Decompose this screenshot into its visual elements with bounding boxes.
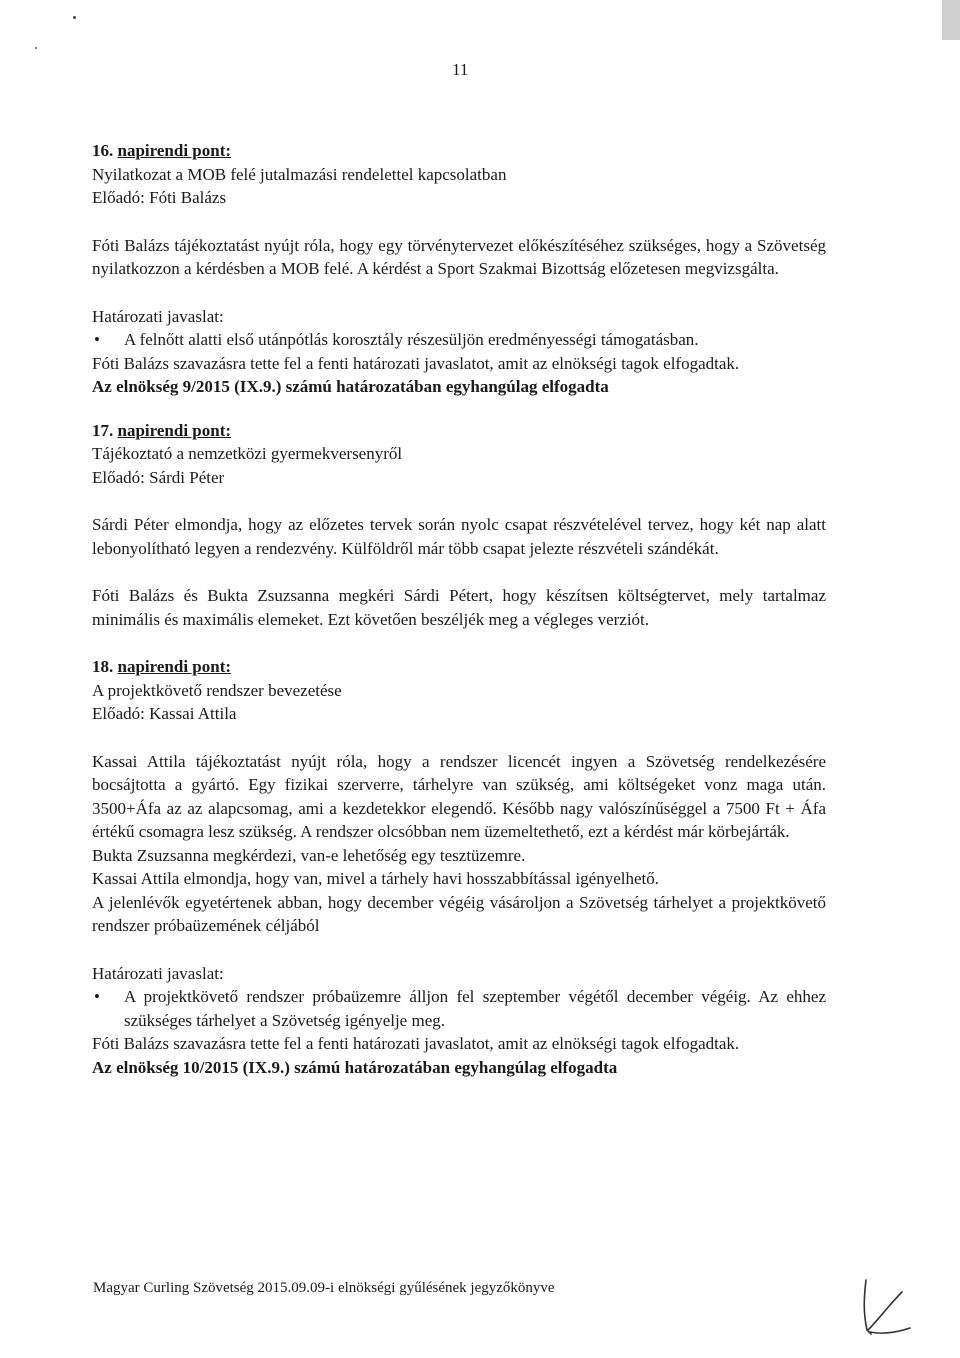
agenda-item-body: Kassai Attila elmondja, hogy van, mivel a tárhely havi hosszabbítással igényelhető. bbox=[92, 869, 660, 888]
bullet-icon: • bbox=[94, 987, 100, 1006]
page-number: 11 bbox=[452, 60, 469, 79]
agenda-item-title: Tájékoztató a nemzetközi gyermekversenyről bbox=[92, 444, 403, 463]
agenda-item-heading: 18. napirendi pont: bbox=[92, 657, 232, 676]
agenda-item-presenter: Előadó: Sárdi Péter bbox=[92, 467, 225, 487]
vote-text: Fóti Balázs szavazásra tette fel a fenti határozati javaslatot, amit az elnökségi tagok elfogadtak. bbox=[92, 353, 740, 373]
resolution-text: Az elnökség 10/2015 (IX.9.) számú határozatában egyhangúlag elfogadta bbox=[92, 1057, 618, 1077]
signature-initial bbox=[858, 1272, 918, 1342]
proposal-bullet: • A projektkövető rendszer próbaüzemre álljon fel szeptember végétől december végéig. Az ehhez szükséges tárhelyet a Szövetség igényelje meg. bbox=[92, 985, 826, 1032]
agenda-item-heading: 16. napirendi pont: bbox=[92, 141, 232, 160]
agenda-item-body: Fóti Balázs és Bukta Zsuzsanna megkéri Sárdi Pétert, hogy készítsen költségtervet, mely tartalmaz minimális és maximális elemeket. Ezt követően beszéljék meg a végleges verziót. bbox=[92, 586, 826, 629]
agenda-item-body: Bukta Zsuzsanna megkérdezi, van-e lehetőség egy tesztüzemre. bbox=[92, 845, 526, 865]
resolution-text: Az elnökség 9/2015 (IX.9.) számú határozatában egyhangúlag elfogadta bbox=[92, 377, 609, 396]
agenda-item-presenter: Előadó: Fóti Balázs bbox=[92, 188, 227, 207]
vote-text: Fóti Balázs szavazásra tette fel a fenti határozati javaslatot, amit az elnökségi tagok elfogadtak. bbox=[92, 1034, 740, 1053]
agenda-item-title: A projektkövető rendszer bevezetése bbox=[92, 680, 342, 700]
agenda-item-body: Sárdi Péter elmondja, hogy az előzetes tervek során nyolc csapat részvételével tervez, hogy két nap alatt lebonyolítható legyen a rendezvény. Külföldről már több csapat jelezte részvételi szándékát. bbox=[92, 515, 826, 558]
scan-mark bbox=[942, 0, 960, 40]
agenda-item-presenter: Előadó: Kassai Attila bbox=[92, 704, 237, 723]
proposal-bullet: • A felnőtt alatti első utánpótlás korosztály részesüljön eredményességi támogatásban. bbox=[92, 328, 826, 352]
bullet-icon: • bbox=[94, 330, 100, 349]
scan-mark bbox=[35, 47, 37, 49]
agenda-item-title: Nyilatkozat a MOB felé jutalmazási rendelettel kapcsolatban bbox=[92, 164, 507, 184]
agenda-item-heading: 17. napirendi pont: bbox=[92, 420, 232, 440]
agenda-item-body: Fóti Balázs tájékoztatást nyújt róla, hogy egy törvénytervezet előkészítéséhez szükséges, hogy a Szövetség nyilatkozzon a kérdésben a MOB felé. A kérdést a Sport Szakmai Bizottság előzetesen megvizsgálta. bbox=[92, 235, 826, 278]
agenda-item-body: Kassai Attila tájékoztatást nyújt róla, hogy a rendszer licencét ingyen a Szövetség rendelkezésére bocsájtotta a gyártó. Egy fizikai szerverre, tárhelyre van szükség, ami költségeket vonz maga után. 3500+Áfa az az alapcsomag, ami a kezdetekkor elegendő. Később nagy valószínűséggel a 7500 Ft + Áfa értékű csomagra lesz szükség. A rendszer olcsóbban nem üzemeltethető, ezt a kérdést már körbejárták. bbox=[92, 751, 826, 841]
minutes-content bbox=[92, 139, 826, 1079]
agenda-item-body: A jelenlévők egyetértenek abban, hogy december végéig vásároljon a Szövetség tárhelyet a projektkövető rendszer próbaüzemének céljából bbox=[92, 892, 826, 935]
proposal-label: Határozati javaslat: bbox=[92, 963, 224, 983]
proposal-label: Határozati javaslat: bbox=[92, 306, 224, 326]
scan-mark bbox=[73, 16, 76, 19]
page-footer: Magyar Curling Szövetség 2015.09.09-i elnökségi gyűlésének jegyzőkönyve bbox=[93, 1280, 555, 1296]
